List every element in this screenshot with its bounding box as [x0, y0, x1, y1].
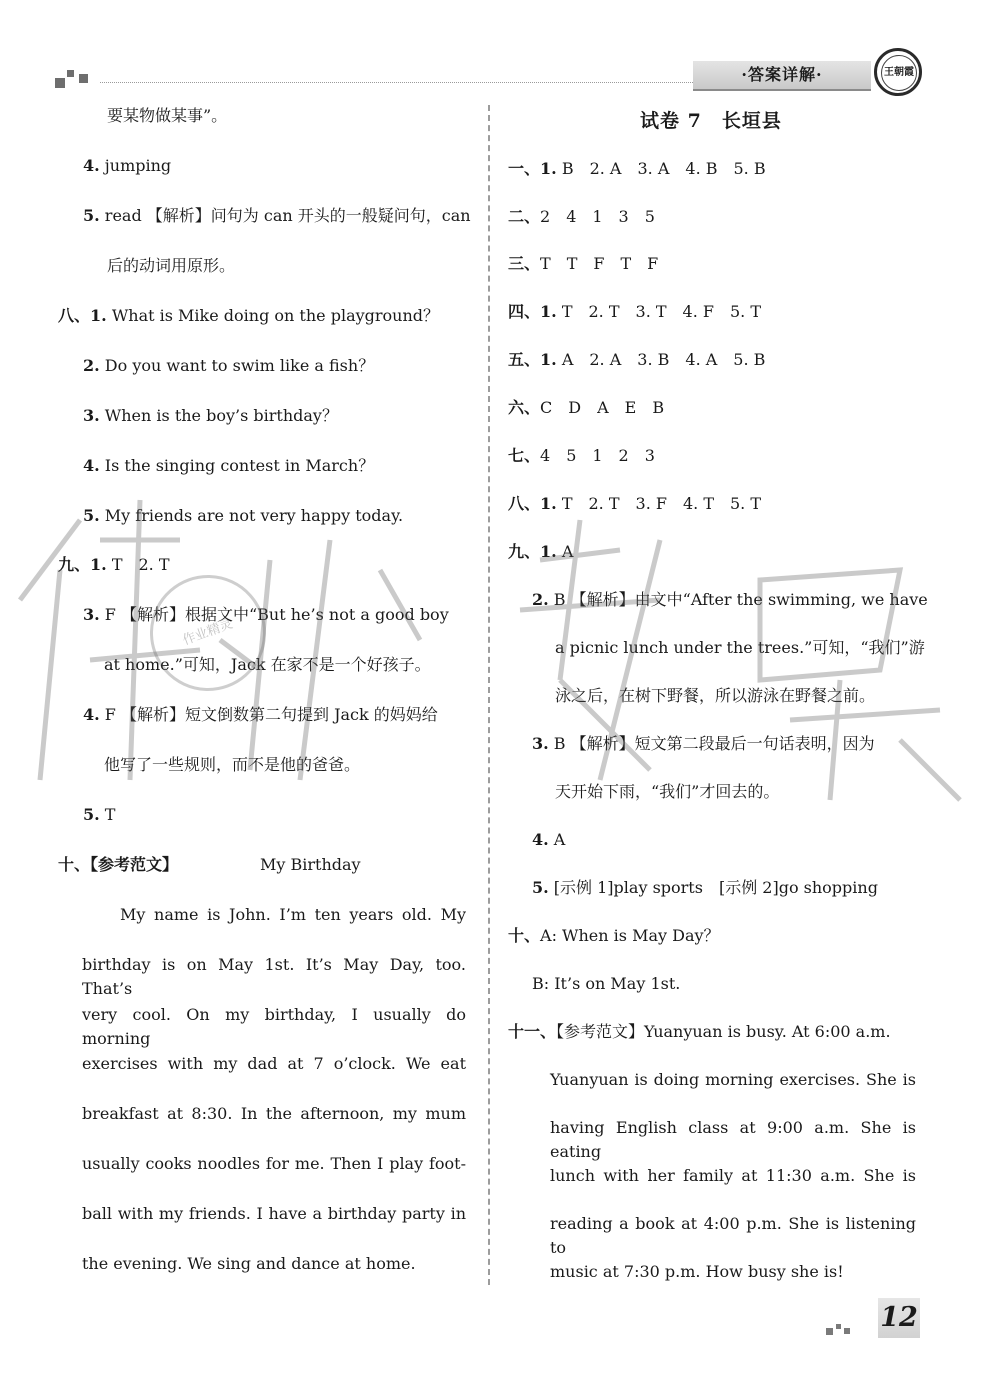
list-item: 六、C D A E B [508, 398, 665, 417]
list-item: 天开始下雨，“我们”才回去的。 [555, 782, 780, 801]
list-item: 3. B 【解析】短文第二段最后一句话表明，因为 [532, 734, 875, 753]
seal-logo: 王朝霞 [874, 48, 922, 96]
list-item: 4. A [532, 830, 566, 849]
essay-line: music at 7:30 p.m. How busy she is! [550, 1262, 844, 1281]
list-item: 5. read 【解析】问句为 can 开头的一般疑问句，can [83, 206, 471, 225]
essay-line: birthday is on May 1st. It’s May Day, too. That’s [82, 955, 466, 998]
footer-squares [826, 1322, 852, 1336]
header-rule [100, 82, 695, 83]
list-item: 八、1. T 2. T 3. F 4. T 5. T [508, 494, 762, 513]
list-item: 2. B 【解析】由文中“After the swimming, we have [532, 590, 928, 609]
list-item: B: It’s on May 1st. [532, 974, 681, 993]
essay-line: ball with my friends. I have a birthday party in [82, 1204, 466, 1223]
list-item: 一、1. B 2. A 3. A 4. B 5. B [508, 159, 766, 178]
list-item: 二、2 4 1 3 5 [508, 207, 655, 226]
list-item: a picnic lunch under the trees.”可知，“我们”游 [555, 638, 925, 657]
section-heading: 十一、【参考范文】Yuanyuan is busy. At 6:00 a.m. [508, 1022, 891, 1041]
list-item: 4. Is the singing contest in March？ [83, 456, 375, 475]
list-item: 3. F 【解析】根据文中“But he’s not a good boy [83, 605, 449, 624]
list-item: 八、1. What is Mike doing on the playground？ [58, 306, 440, 325]
essay-title: My Birthday [260, 855, 361, 874]
essay-line: My name is John. I’m ten years old. My [120, 905, 466, 924]
list-item: 5. T [83, 805, 116, 824]
list-item: 泳之后，在树下野餐，所以游泳在野餐之前。 [555, 686, 876, 705]
page-number: 12 [878, 1298, 920, 1338]
list-item: 4. F 【解析】短文倒数第二句提到 Jack 的妈妈给 [83, 705, 438, 724]
list-item: 2. Do you want to swim like a fish？ [83, 356, 375, 375]
list-item: at home.”可知，Jack 在家不是一个好孩子。 [104, 655, 431, 674]
list-item: 要某物做某事”。 [107, 106, 228, 125]
corner-squares [55, 64, 95, 90]
header-tag: ·答案详解· [693, 61, 871, 91]
list-item: 5. My friends are not very happy today. [83, 506, 404, 525]
list-item: 四、1. T 2. T 3. T 4. F 5. T [508, 302, 762, 321]
essay-line: lunch with her family at 11:30 a.m. She is [550, 1166, 916, 1185]
list-item: 4. jumping [83, 156, 172, 175]
list-item: 九、1. T 2. T [58, 555, 170, 574]
watermark-stamp: 作业精灵 [134, 559, 283, 708]
list-item: 三、T T F T F [508, 254, 659, 273]
list-item: 后的动词用原形。 [107, 256, 236, 275]
essay-line: very cool. On my birthday, I usually do morning [82, 1005, 466, 1048]
essay-line: exercises with my dad at 7 o’clock. We eat [82, 1054, 466, 1073]
list-item: 五、1. A 2. A 3. B 4. A 5. B [508, 350, 766, 369]
essay-line: Yuanyuan is doing morning exercises. She is [550, 1070, 916, 1089]
list-item: 七、4 5 1 2 3 [508, 446, 655, 465]
list-item: 5. [示例 1]play sports [示例 2]go shopping [532, 878, 878, 897]
essay-line: breakfast at 8:30. In the afternoon, my mum [82, 1104, 466, 1123]
list-item: 他写了一些规则，而不是他的爸爸。 [104, 755, 361, 774]
title-exam-7: 试卷 7 长垣县 [640, 110, 782, 132]
essay-line: the evening. We sing and dance at home. [82, 1254, 416, 1273]
essay-line: having English class at 9:00 a.m. She is eating [550, 1118, 916, 1161]
list-item: 十、A: When is May Day？ [508, 926, 720, 945]
section-heading: 十、【参考范文】 [58, 855, 179, 874]
list-item: 3. When is the boy’s birthday？ [83, 406, 338, 425]
list-item: 九、1. A [508, 542, 574, 561]
essay-line: reading a book at 4:00 p.m. She is listening to [550, 1214, 916, 1257]
essay-line: usually cooks noodles for me. Then I play foot- [82, 1154, 466, 1173]
watermark-brush-strokes [0, 480, 1000, 820]
